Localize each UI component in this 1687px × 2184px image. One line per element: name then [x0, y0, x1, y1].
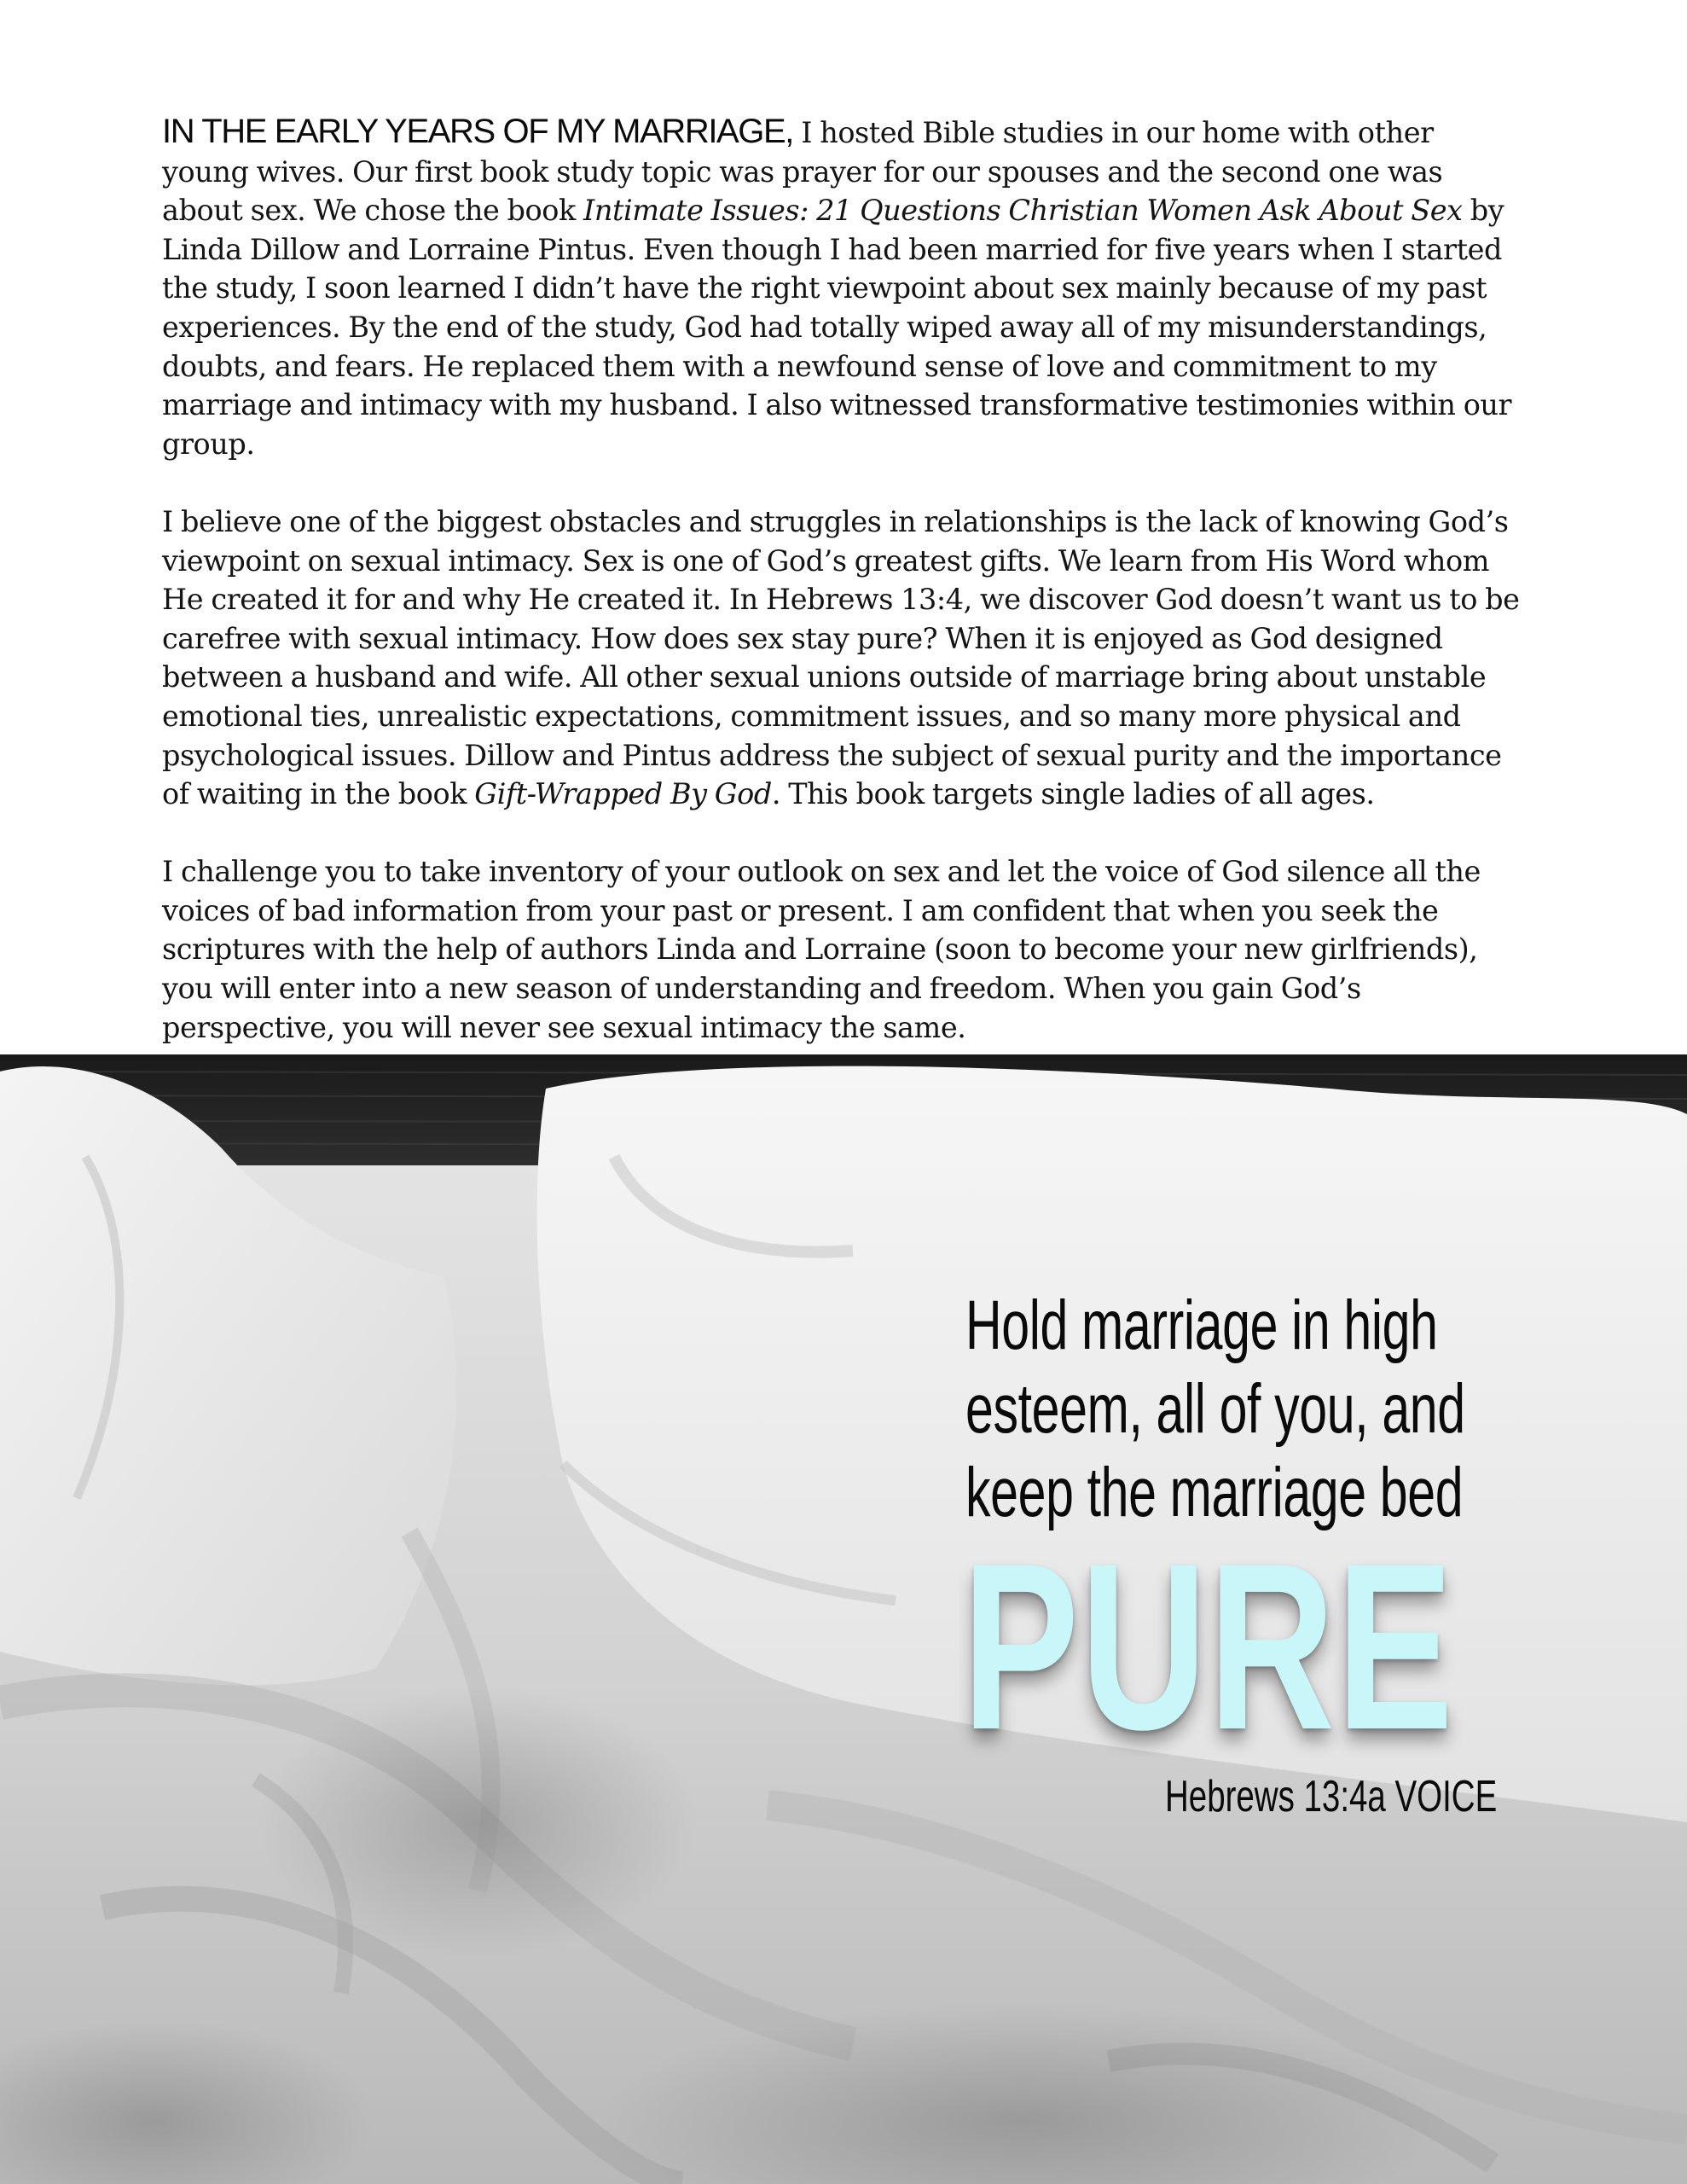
paragraph-2 — [162, 502, 1527, 814]
paragraph-1-text-a: I hosted Bible studies in our home with other young wives. Our first book study topic was prayer for our spouses and the second one was about sex. We chose the book — [162, 116, 1443, 228]
quote-emphasis-word: PURE — [962, 1513, 1455, 1779]
paragraph-1 — [162, 113, 1527, 463]
scripture-reference: Hebrews 13:4a VOICE — [1165, 1772, 1498, 1821]
paragraph-2-text-b: . This book targets single ladies of all ages. — [771, 777, 1375, 811]
article-body — [162, 113, 1527, 1086]
quote-line-2: esteem, all of you, and — [965, 1370, 1465, 1448]
book-title-gift-wrapped: Gift-Wrapped By God — [474, 777, 772, 811]
lead-in: IN THE EARLY YEARS OF MY MARRIAGE, — [162, 113, 794, 150]
book-title-intimate-issues: Intimate Issues: 21 Questions Christian Women Ask About Sex — [583, 194, 1463, 228]
paragraph-2-text-a: I believe one of the biggest obstacles and struggles in relationships is the lack of knowing God’s viewpoint on sexual intimacy. Sex is one of God’s greatest gifts. We learn from His Word whom He created it for and why He created it. In Hebrews 13:4, we discover God doesn’t want us to be carefree with sexual intimacy. How does sex stay pure? When it is enjoyed as God designed between a husband and wife. All other sexual unions outside of marriage bring about unstable emotional ties, unrealistic expectations, commitment issues, and so many more physical and psychological issues. Dillow and Pintus address the subject of sexual purity and the importance of waiting in the book — [162, 504, 1520, 811]
paragraph-3-text: I challenge you to take inventory of your outlook on sex and let the voice of God silence all the voices of bad information from your past or present. I am confident that when you seek the scriptures with the help of authors Linda and Lorraine (soon to become your new girlfriends), you will enter into a new season of understanding and freedom. When you gain God’s perspective, you will never see sexual intimacy the same. — [162, 855, 1481, 1044]
quote-line-3: keep the marriage bed — [965, 1454, 1464, 1531]
paragraph-3 — [162, 852, 1527, 1047]
scripture-quote — [965, 1284, 1511, 1535]
quote-line-1: Hold marriage in high — [965, 1287, 1438, 1364]
paragraph-1-text-b: by Linda Dillow and Lorraine Pintus. Even though I had been married for five years when I started the study, I soon learned I didn’t have the right viewpoint about sex mainly because of my past experiences. By the end of the study, God had totally wiped away all of my misunderstandings, doubts, and fears. He replaced them with a newfound sense of love and commitment to my marriage and intimacy with my husband. I also witnessed transformative testimonies within our group. — [162, 194, 1512, 461]
